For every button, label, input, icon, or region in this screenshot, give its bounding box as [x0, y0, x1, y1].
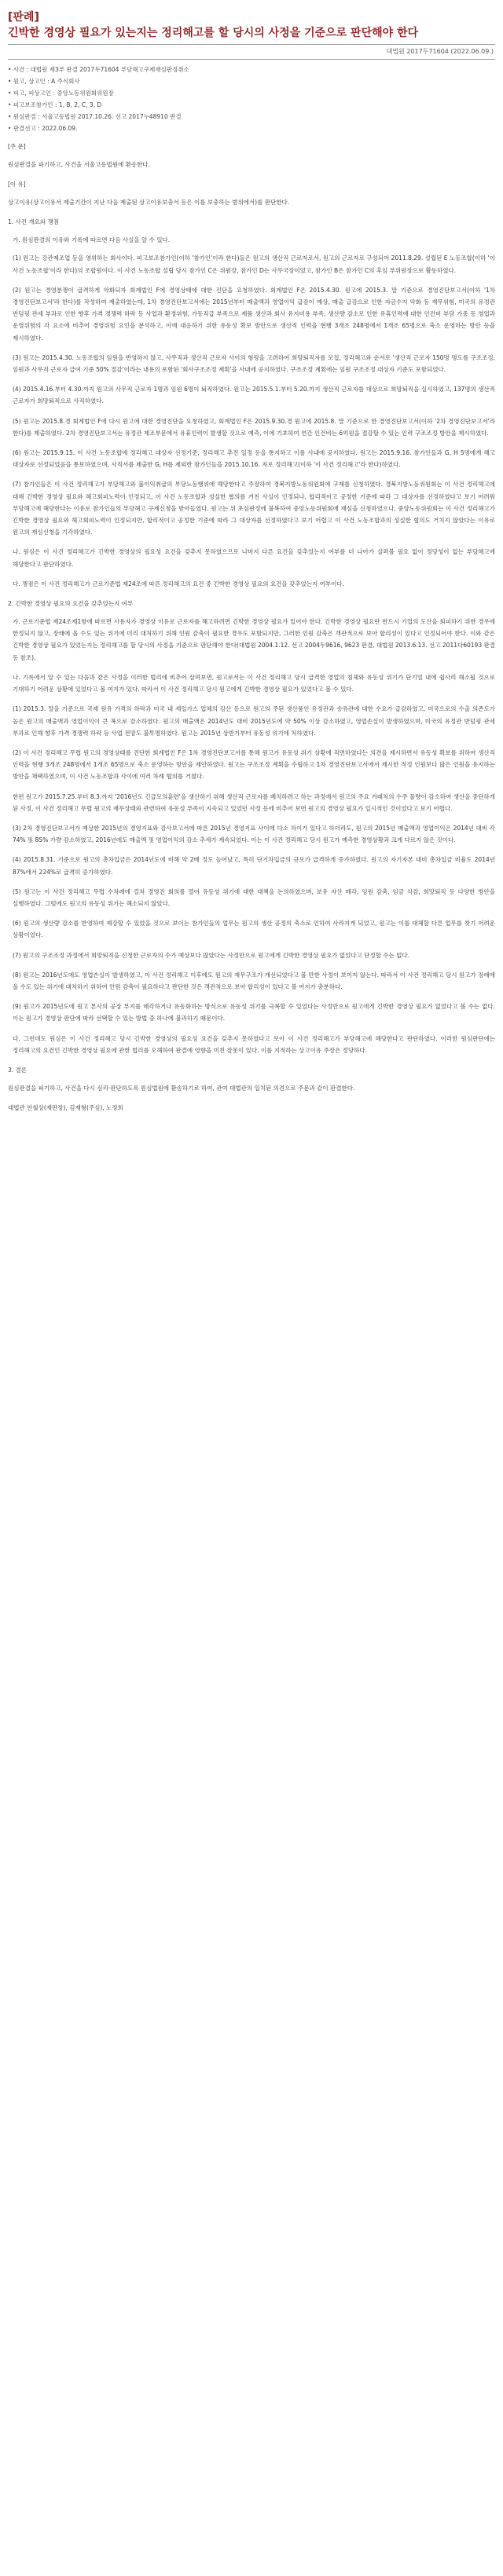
body-paragraph: (4) 2015.8.31. 기준으로 원고의 총차입금은 2014년도에 비해 약 2배 정도 늘어났고, 특히 단기차입금의 규모가 급격하게 증가하였다. 원고의 자기자본 대비 총차입금 비율도 2014년 87%에서 224%로 급격히 증가하였다.	[13, 856, 495, 876]
body-paragraph: (5) 원고는 2015.8.경 회계법인 F에 다시 원고에 대한 경영진단을 요청하였고, 회계법인 F은 2015.9.30.경 원고에 2015.8. 말 기준으로 한 경영진단보고서(이하 '2차 경영진단보고서'라 한다)를 제출하였다. 2차 경영진단보고서는 유정관 제조부문에서 유휴인력이 발생할 것으로 예측, 이에 기초하여 연간 인건비는 6억원을 절감할 수 있는 인력 구조조정 방안을 제시하였다.	[13, 417, 495, 437]
body-paragraph: (4) 2015.4.16.부터 4.30.까지 원고의 사무직 근로자 1명과 임원 6명이 퇴직하였다. 원고는 2015.5.1.부터 5.20.까지 생산직 근로자를 대상으로 희망퇴직을 실시하였고, 137명의 생산직 근로자가 희망퇴직으로 사직하였다.	[13, 386, 495, 405]
judgment-page	[0, 0, 503, 1114]
body-paragraph: (9) 원고가 2015년도에 원고 본사의 공장 부지를 매각하거나 유동화하는 방식으로 유동성 위기를 극복할 수 있었다는 사정만으로 원고에게 긴박한 경영상 필요가 없었다고 볼 수는 없다. 이는 원고가 경영상 판단에 따라 선택할 수 있는 방법 중 하나에 불과하기 때문이다.	[13, 1003, 495, 1023]
body-paragraph: 다. 그런데도 원심은 이 사건 정리해고 당시 긴박한 경영상의 필요성 요건을 갖추지 못하였다고 보아 이 사건 정리해고가 부당해고에 해당한다고 판단하였다. 이러한 원심판단에는 정리해고의 요건인 긴박한 경영상 필요에 관한 법리를 오해하여 판결에 영향을 미친 잘못이 있다. 이를 지적하는 상고이유 주장은 정당하다.	[13, 1034, 495, 1054]
body-paragraph: 원심판결을 파기하고, 사건을 서울고등법원에 환송한다.	[8, 161, 150, 168]
case-info-item: • 원심판결 : 서울고등법원 2017.10.26. 선고 2017누48910 판결	[8, 113, 182, 120]
header-divider	[8, 59, 495, 60]
body-paragraph: 원심판결을 파기하고, 사건을 다시 심리·판단하도록 원심법원에 환송하기로 하여, 관여 대법관의 일치된 의견으로 주문과 같이 판결한다.	[8, 1084, 355, 1092]
section-heading: 3. 결론	[8, 1066, 28, 1074]
body-paragraph: 대법관 안철상(재판장), 김재형(주심), 노정희	[8, 1104, 123, 1112]
case-info-item: • 피고보조참가인 : 1, B, 2, C, 3, D	[8, 101, 102, 108]
case-info-item: • 사건 : 대법원 제3부 판결 2017두71604 부당해고구제재심판정취소	[8, 66, 189, 73]
title-text: 긴박한 경영상 필요가 있는지는 정리해고를 할 당시의 사정을 기준으로 판단해야 한다	[8, 27, 419, 39]
case-info-item: • 판결선고 : 2022.06.09.	[8, 125, 78, 132]
body-paragraph: (8) 원고는 2016년도에도 영업손실이 발생하였고, 이 사건 정리해고 이후에도 원고의 재무구조가 개선되었다고 볼 만한 사정이 보이지 않는다. 따라서 이 사건 정리해고 당시 원고가 장래에 올 수도 있는 위기에 대처하기 위하여 인원 감축이 필요하다고 판단한 것은 객관적으로 보아 합리성이 있다고 볼 여지가 충분하다.	[13, 971, 495, 990]
section-heading: [이 유]	[8, 181, 26, 188]
section-heading: 2. 긴박한 경영상 필요의 요건을 갖추었는지 여부	[8, 600, 134, 608]
body-paragraph: (6) 원고는 2015.9.15. 이 사건 노동조합에 정리해고 대상자 선정기준, 정리해고 추진 일정 등을 통지하고 이를 사내에 공지하였다. 원고는 2015.9.16. 참가인들과 G, H 5명에게 해고 대상자로 선정되었음을 통보하였으며, 사직서를 제출한 G, H를 제외한 참가인들을 2015.10.16. 자로 정리해고(이하 '이 사건 정리해고'라 한다)하였다.	[13, 449, 495, 469]
judgment-body	[8, 141, 495, 1114]
case-info-item: • 피고, 피상고인 : 중앙노동위원회위원장	[8, 90, 114, 97]
body-paragraph: 나. 기록에서 알 수 있는 다음과 같은 사정을 이러한 법리에 비추어 살펴보면, 원고로서는 이 사건 정리해고 당시 급격한 영업의 침체와 유동성 위기가 단기일 내에 쉽사리 해소될 것으로 기대하기 어려운 상황에 있었다고 볼 여지가 있다. 따라서 이 사건 정리해고 당시 원고에게 긴박한 경영상 필요가 있었다고 볼 수 있다.	[13, 673, 495, 693]
case-info-list	[8, 64, 495, 134]
judgment-title	[8, 9, 495, 41]
body-paragraph: (1) 원고는 강관제조업 등을 영위하는 회사이다. 피고보조참가인(이하 '참가인'이라 한다)들은 원고의 생산직 근로자로서, 원고의 근로자로 구성되어 2011.8.29. 설립된 E 노동조합(이하 '이 사건 노동조합'이라 한다)의 조합원이다. 이 사건 노동조합 설립 당시 참가인 C은 위원장, 참가인 D는 사무국장이었고, 참가인 B은 참가인 C의 후임 부위원장으로 활동하였다.	[13, 254, 495, 274]
body-paragraph: (3) 2차 경영진단보고서가 예상한 2015년의 경영지표와 감사보고서에 따른 2015년 경영지표 사이에 다소 차이가 있다고 하더라도, 원고의 2015년 매출액과 영업이익은 2014년 대비 각 74% 및 85% 가량 감소하였고, 2016년에도 매출액 및 영업이익의 감소 추세가 계속되었다. 이는 이 사건 정리해고 당시 원고가 예측한 경영상황과 크게 다르지 않은 것이다.	[13, 824, 495, 844]
body-paragraph: (3) 원고는 2015.4.30. 노동조합의 임원을 반영하지 않고, 사무직과 생산직 근로자 사이의 형평을 고려하여 희망퇴직자를 모집, 정리해고와 순서로 '생산직 근로자 150명 명도를 구조조정, 임원과 사무직 근로자 급여 기준 50% 절감'이라는 내용의 포함된 '회사구조조정 계획'을 사내에 공지하였다. 구조조정 계획에는 임원 구조조정 대상자 기준도 포함되었다.	[13, 353, 495, 374]
body-paragraph: (5) 원고는 이 사건 정리해고 무렵 수차례에 걸쳐 경영진 회의를 열어 유동성 위기에 대한 대책을 논의하였으며, 보유 자산 매각, 임원 감축, 임금 삭감, 희망퇴직 등 다양한 방안을 실행하였다. 그럼에도 원고의 유동성 위기는 해소되지 않았다.	[13, 887, 495, 907]
body-paragraph: 상고이유(상고이유서 제출기간이 지난 다음 제출된 상고이유보충서 등은 이를 보충하는 범위에서)를 판단한다.	[8, 199, 290, 207]
body-paragraph: (6) 원고의 생산량 감소를 반영하여 제강할 수 있었을 것으로 보이는 참가인들의 업무는 원고의 생산 공정의 축소로 인하여 사라지게 되었고, 원고는 이를 대체할 다른 업무를 찾기 어려운 상황이었다.	[13, 920, 495, 939]
body-paragraph: (2) 이 사건 정리해고 무렵 원고의 경영상태를 진단한 회계법인 F은 1차 경영진단보고서를 통해 원고가 유동성 위기 상황에 직면하였다는 의견을 제시하면서 유동성 확보를 위하여 생산직 인력을 현행 3개조 248명에서 1개조 65명으로 축소 운영하는 방안을 제안하였다. 원고는 구조조정 계획을 수립하고 1차 경영진단보고서에서 제시한 적정 인원보다 많은 인원을 유지하는 방안을 채택하였으며, 이 사건 노동조합과 사이에 여러 차례 협의를 거쳤다.	[13, 748, 495, 781]
body-paragraph: (1) 2015.3. 말을 기준으로 국제 원유 가격의 하락과 미국 내 셰일가스 업체의 감산 등으로 원고의 주된 생산품인 유정관과 송유관에 대한 수요가 급감하였고, 미국으로의 수출 의존도가 높은 원고의 매출액과 영업이익이 큰 폭으로 감소하였다. 원고의 매출액은 2014년도 대비 2015년도에 약 50% 이상 감소하였고, 영업손실이 발생하였으며, 미국의 유정관 반덤핑 관세 부과로 인해 향후 가격 경쟁력 하락 등 사업 전망도 불투명하였다. 원고는 2015년 상반기부터 유동성 위기에 처하였다.	[13, 705, 495, 737]
body-paragraph: (2) 원고는 경영분쟁이 급격하게 악화되자 회계법인 F에 경영상태에 대한 진단을 요청하였다. 회계법인 F은 2015.4.30. 원고에 2015.3. 말 기준으로 경영진단보고서(이하 '1차 경영진단보고서'라 한다)를 작성하여 제출하였는데, 1차 경영진단보고서에는 2015년부터 매출액과 영업이익 급감이 예상, 매출 급감으로 인한 자금수지 악화 등 재무위험, 미국의 유정관 반덤핑 관세 부과로 인한 향후 가격 경쟁력 하락 등 사업과 환경위험, 가동직급 부족으로 제품 생산과 회사 유지비용 부족, 생산량 감소로 인한 유휴인력에 대한 인건비 부담 가중 등 영업과 운영위험의 각 요소에 비추어 경영위험 요인을 분석하고, 이에 대응하기 위한 유동성 확보 방안으로 생산직 인력을 현행 3개조 248명에서 1개조 65명으로 축소 운영하는 방안 등을 제시하였다.	[13, 286, 495, 342]
body-paragraph: 다. 쟁점은 이 사건 정리해고가 근로기준법 제24조에 따른 정리해고의 요건 중 긴박한 경영상 필요의 요건을 갖추었는지 여부이다.	[13, 580, 344, 587]
case-number: 대법원 2017두71604 (2022.06.09.)	[386, 48, 494, 55]
case-info-item: • 원고, 상고인 : A 주식회사	[8, 78, 80, 85]
section-heading: 1. 사건 개요와 쟁점	[8, 218, 60, 226]
category-label: [판례]	[8, 11, 39, 24]
section-heading: [주 문]	[8, 143, 26, 150]
body-paragraph: 한편 원고가 2015.7.25.부터 8.3.까지 '2016년도 긴급모의훈련'을 생산하기 위해 생산직 근로자를 배치하려고 하는 과정에서 원고의 주요 거래처의 수주 물량이 감소하여 생산을 중단하게 된 사정, 이 사건 정리해고 무렵 원고의 재무상태와 관련하여 유동성 부족이 지속되고 있었던 사정 등에 비추어 보면 원고의 경영상 필요가 일시적인 것이었다고 보기 어렵다.	[13, 792, 495, 812]
section-heading: 가. 원심판결의 이유와 기록에 따르면 다음 사실을 알 수 있다.	[13, 236, 171, 244]
body-paragraph: 가. 근로기준법 제24조제1항에 따르면 사용자가 경영상 이유로 근로자를 해고하려면 긴박한 경영상 필요가 있어야 한다. 긴박한 경영상 필요란 반드시 기업의 도산을 회피하기 위한 경우에 한정되지 않고, 장래에 올 수도 있는 위기에 미리 대처하기 위해 인원 감축이 필요한 경우도 포함되지만, 그러한 인원 감축은 객관적으로 보아 합리성이 있다고 인정되어야 한다. 이와 같은 긴박한 경영상 필요가 있었는지는 정리해고를 할 당시의 사정을 기준으로 판단해야 한다(대법원 2004.1.12. 선고 2004두9616, 9623 판결, 대법원 2013.6.13. 선고 2011다60193 판결 등 참조).	[13, 618, 495, 661]
body-paragraph: 나. 원심은 이 사건 정리해고가 긴박한 경영상의 필요성 요건을 갖추지 못하였으므로 나머지 다른 요건을 갖추었는지 여부를 더 나아가 살펴볼 필요 없이 정당성이 없는 부당해고에 해당한다고 판단하였다.	[13, 548, 495, 568]
body-paragraph: (7) 원고의 구조조정 과정에서 희망퇴직을 신청한 근로자의 수가 예상보다 많았다는 사정만으로 원고에게 긴박한 경영상 필요가 없었다고 단정할 수는 없다.	[13, 951, 410, 959]
body-paragraph: (7) 참가인들은 이 사건 정리해고가 부당해고와 불이익취급의 부당노동행위에 해당한다고 주장하여 경북지방노동위원회에 구제를 신청하였다. 경북지방노동위원회는 이 사건 정리해고에 대해 긴박한 경영상 필요와 해고회피노력이 인정되고, 이 사건 노동조합과 성실한 협의를 거친 사실이 인정되나, 합리적이고 공정한 기준에 따라 그 대상자를 선정하였다고 보기 어려워 부당해고에 해당한다는 이유로 참가인들의 부당해고 구제신청을 받아들였다. 원고는 위 초심판정에 불복하여 중앙노동위원회에 재심을 신청하였으나, 중앙노동위원회는 이 사건 정리해고가 긴박한 경영상 필요와 해고회피노력이 인정되지만, 합리적이고 공정한 기준에 따라 그 대상자를 선정하였다고 보기 어렵고 이 사건 노동조합과의 성실한 협의도 거치지 않았다는 이유로 원고의 재심신청을 기각하였다.	[13, 481, 495, 536]
